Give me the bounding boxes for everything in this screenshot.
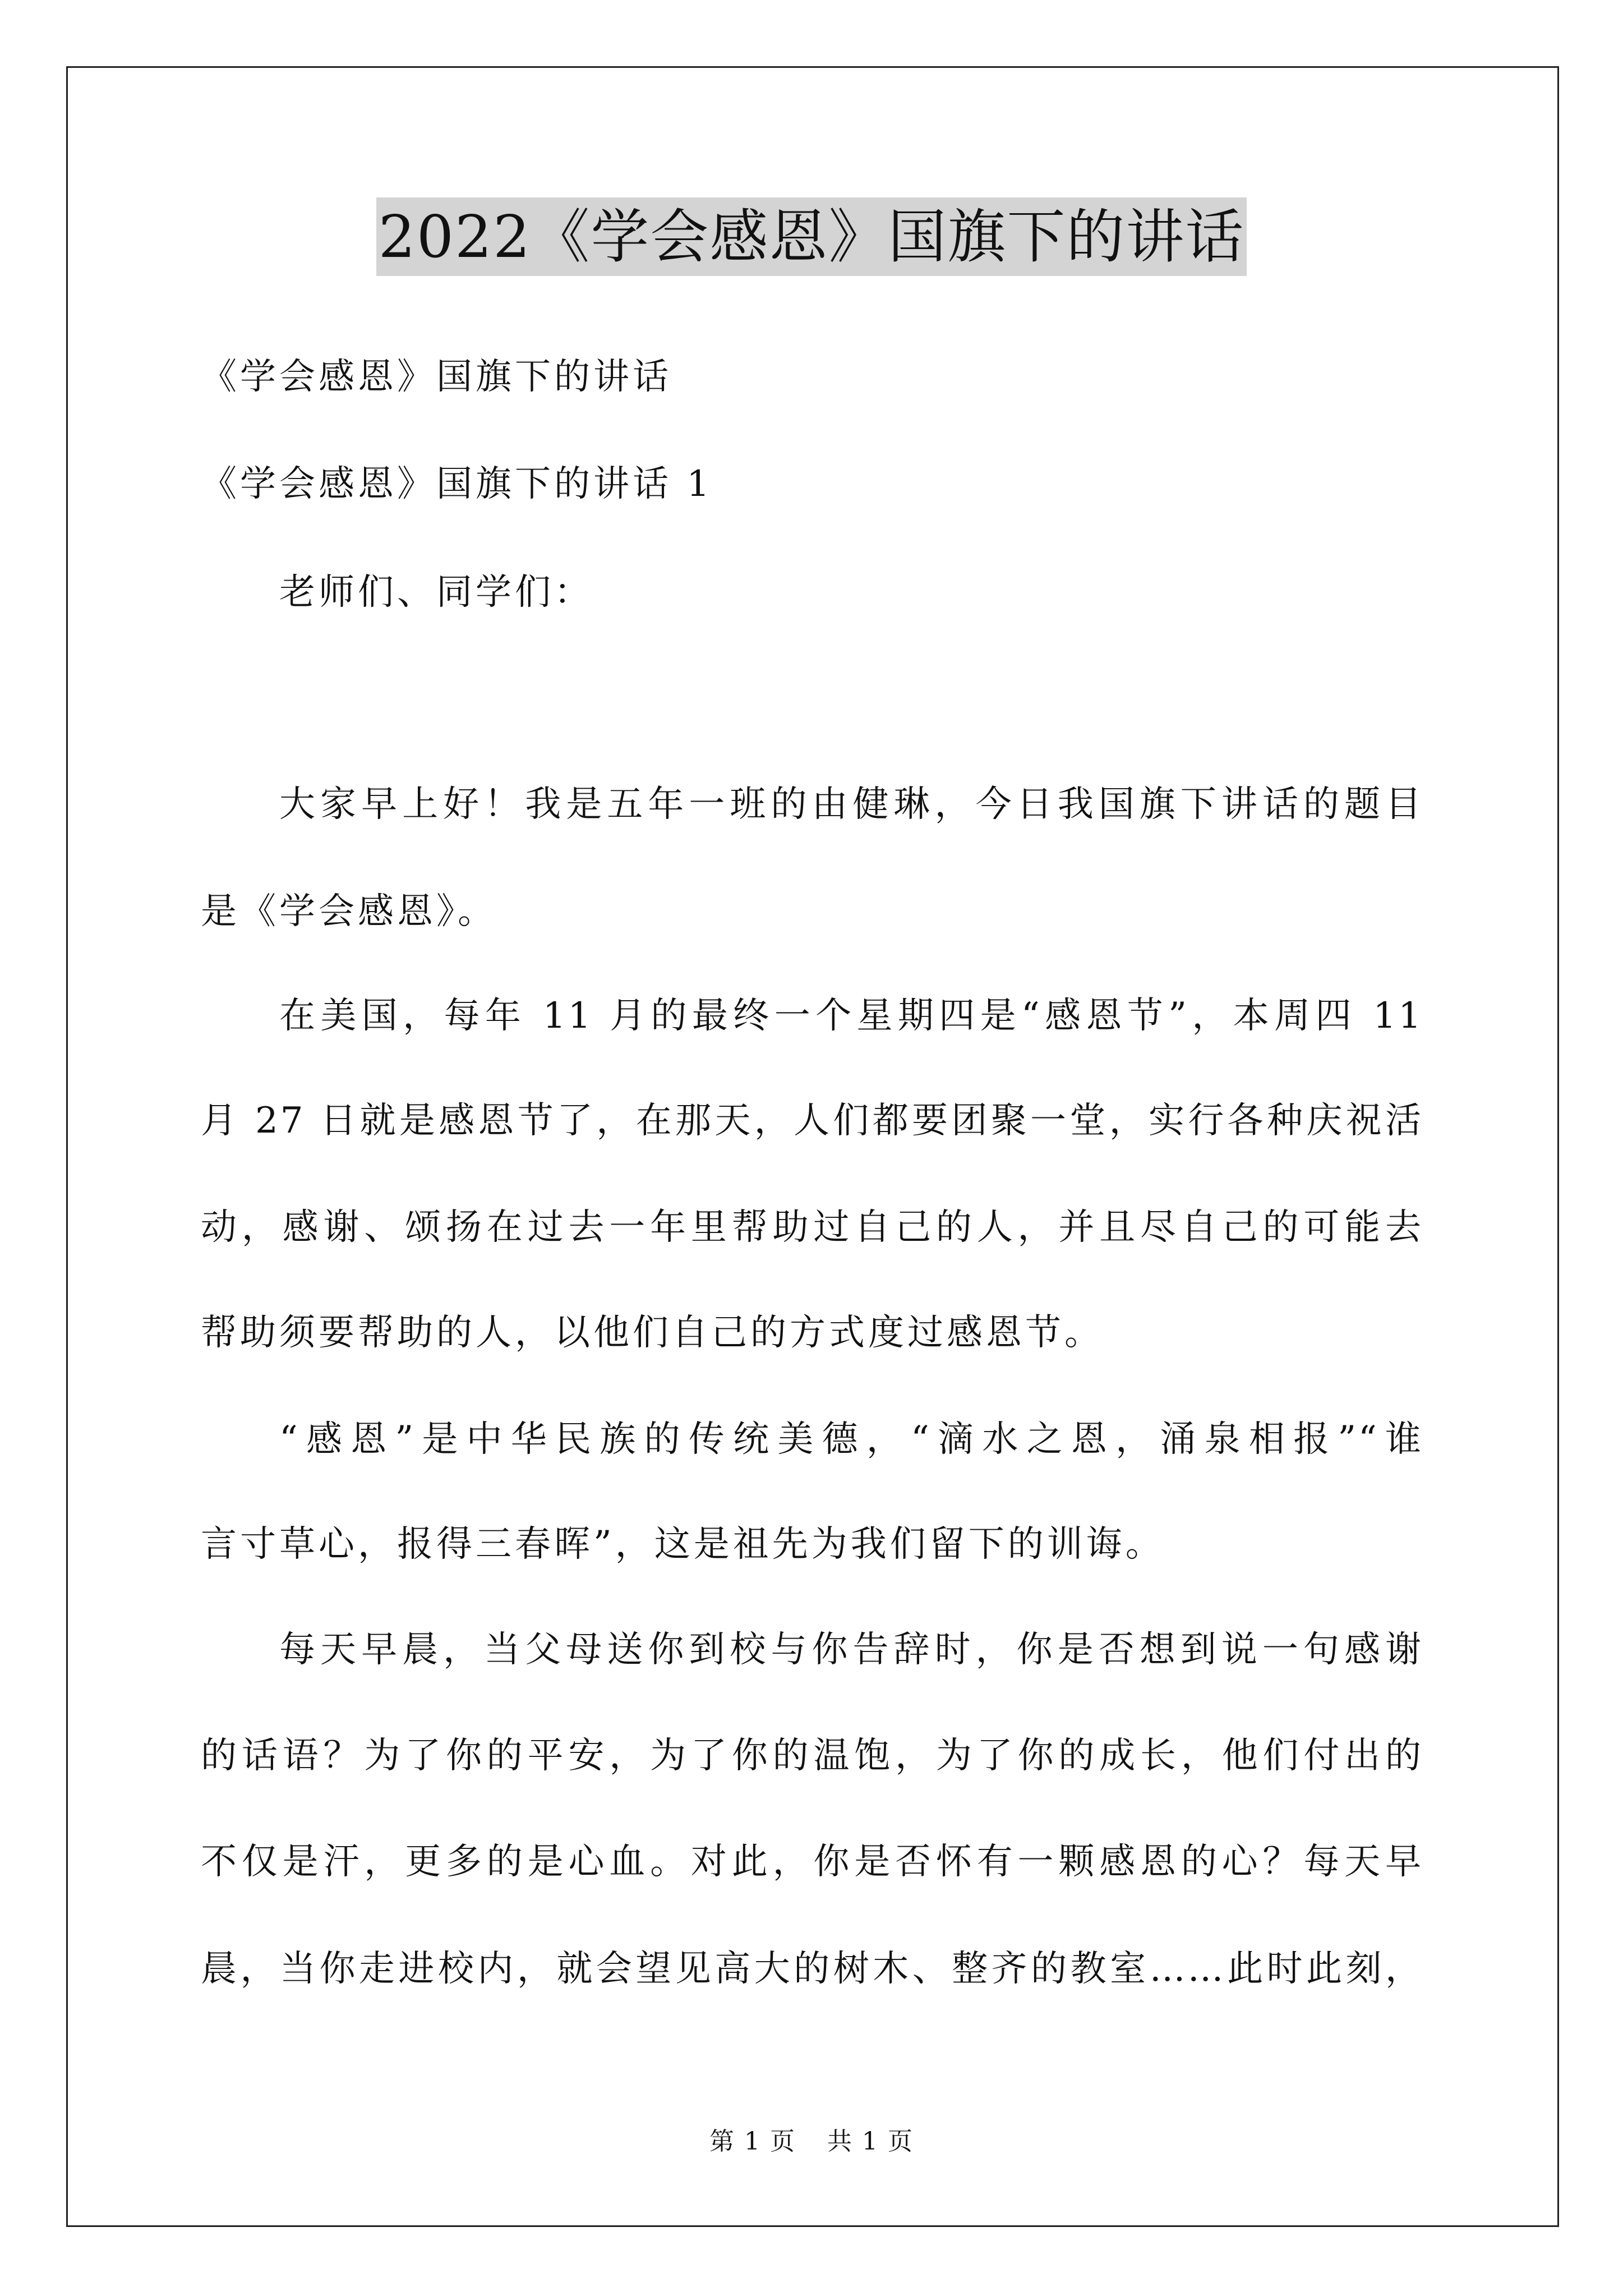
paragraph-4-line-4: 晨，当你走进校内，就会望见高大的树木、整齐的教室……此时此刻， <box>201 1948 1423 1990</box>
paragraph-1-line-1: 大家早上好！我是五年一班的由健琳，今日我国旗下讲话的题目 <box>279 784 1423 825</box>
page-number: 第 1 页 <box>709 2127 796 2156</box>
paragraph-2-line-4: 帮助须要帮助的人，以他们自己的方式度过感恩节。 <box>201 1312 1104 1354</box>
page-footer <box>0 2126 1623 2157</box>
paragraph-2-line-2: 月 27 日就是感恩节了，在那天，人们都要团聚一堂，实行各种庆祝活 <box>201 1100 1423 1142</box>
title-container <box>0 197 1623 276</box>
paragraph-2-line-3: 动，感谢、颂扬在过去一年里帮助过自己的人，并且尽自己的可能去 <box>201 1207 1423 1248</box>
salutation: 老师们、同学们： <box>279 572 593 613</box>
paragraph-3-line-2: 言寸草心，报得三春晖”，这是祖先为我们留下的训诲。 <box>201 1524 1165 1565</box>
paragraph-3-line-1: “感恩”是中华民族的传统美德，“滴水之恩，涌泉相报”“谁 <box>279 1419 1423 1460</box>
document-title: 2022《学会感恩》国旗下的讲话 <box>376 197 1247 276</box>
paragraph-2-line-1: 在美国，每年 11 月的最终一个星期四是“感恩节”，本周四 11 <box>279 995 1423 1037</box>
paragraph-1-line-2: 是《学会感恩》。 <box>201 891 497 932</box>
paragraph-4-line-1: 每天早晨，当父母送你到校与你告辞时，你是否想到说一句感谢 <box>279 1629 1423 1671</box>
subtitle-line: 《学会感恩》国旗下的讲话 <box>201 356 672 398</box>
paragraph-4-line-3: 不仅是汗，更多的是心血。对此，你是否怀有一颗感恩的心？每天早 <box>201 1841 1423 1883</box>
page-total: 共 1 页 <box>827 2127 914 2156</box>
section-heading: 《学会感恩》国旗下的讲话 1 <box>201 463 713 505</box>
paragraph-4-line-2: 的话语？为了你的平安，为了你的温饱，为了你的成长，他们付出的 <box>201 1735 1423 1777</box>
